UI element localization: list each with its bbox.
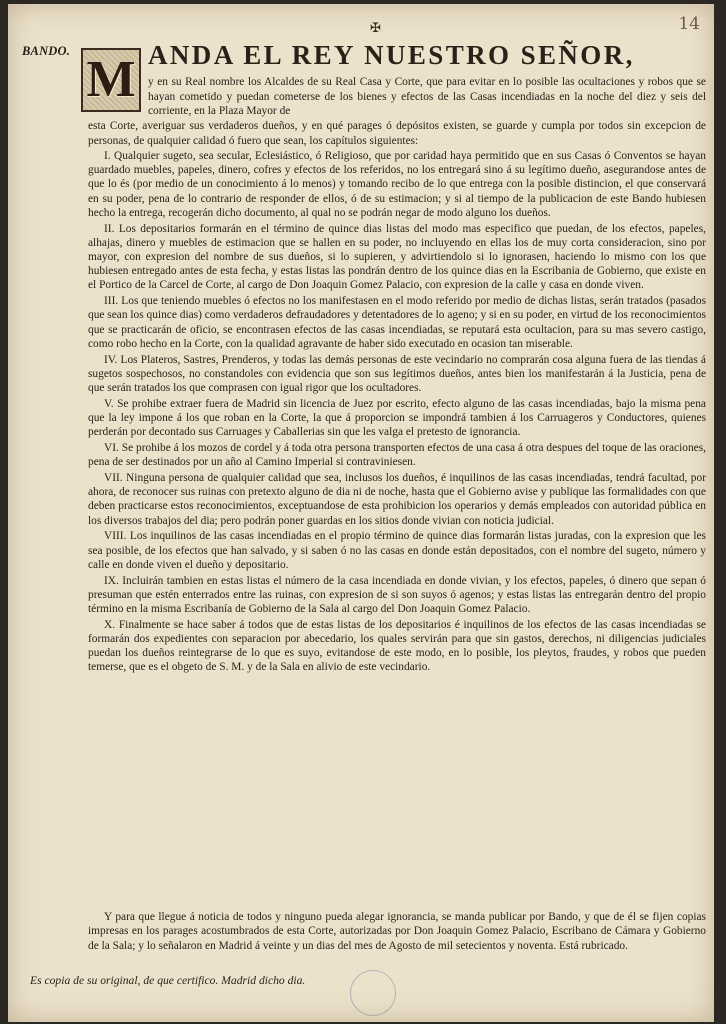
chapter-4: IV. Los Plateros, Sastres, Prenderos, y todas las demás personas de este vecindario no comprarán cosa alguna fuera de las tiendas á sugetos sospechosos, no constandoles con evidencia que son sus legítimos dueños, antes bien los manifestarán á la Justicia, pena de que serán tratados los que comprasen con igual rigor que los ocultadores. bbox=[88, 353, 706, 395]
chapters bbox=[88, 149, 706, 676]
cross-mark: ✠ bbox=[370, 20, 381, 35]
intro-continued: esta Corte, averiguar sus verdaderos dueños, y en qué parages ó depósitos existen, se guarde y cumpla por todos sin excepcion de personas, de qualquier calidad ó fuero que sean, los capítulos siguientes: bbox=[88, 120, 706, 147]
chapter-9: IX. Incluirán tambien en estas listas el número de la casa incendiada en donde vivian, y los efectos, papeles, ó dinero que sepan ó presuman que estén enterrados entre las ruinas, con expresion de si son suyos ó agenos; y estas listas las entregarán dentro del propio término en la misma Escribanía de Gobierno de la Sala al cargo del Don Joaquin Gomez Palacio. bbox=[88, 574, 706, 616]
headline: ANDA EL REY NUESTRO SEÑOR, bbox=[148, 40, 635, 70]
bando-label: BANDO. bbox=[22, 44, 71, 58]
closing-text: Y para que llegue á noticia de todos y ninguno pueda alegar ignorancia, se manda publicar por Bando, y que de él se fijen copias impresas en los parages acostumbrados de esta Corte, autorizadas por Don Joaquin Gomez Palacio, Escribano de Cámara y Gobierno de la Sala; y lo señalaron en Madrid á veinte y un dias del mes de Agosto de mil setecientos y noventa. Está rubricado. bbox=[88, 911, 706, 952]
archive-number: 14 bbox=[678, 14, 700, 34]
chapter-10: X. Finalmente se hace saber á todos que de estas listas de los depositarios é inquilinos de los efectos de las casas incendiadas se formarán dos expedientes con separacion por abecedario, los quales servirán para que sin gastos, derechos, ni diligencias judiciales puedan los dueños reintegrarse de lo que es suyo, evitandose de este modo, en lo posible, los pleytos, fraudes, y robos que pueden temerse, que es el obgeto de S. M. y de la Sala en alivio de este vecindario. bbox=[88, 618, 706, 674]
closing-paragraph bbox=[88, 910, 706, 953]
decorated-initial bbox=[81, 48, 141, 112]
chapter-7: VII. Ninguna persona de qualquier calidad que sea, inclusos los dueños, é inquilinos de las casas incendiadas, tendrá facultad, por ahora, de reconocer sus ruinas con pretexto alguno de dia ni de noche, hasta que el Gobierno avise y publique las formalidades con que deben practicarse estos reconocimientos, exceptuandose de esta prohibicion los operarios y demás empleados con autoridad pública en los diversos trabajos del dia; pero podrán poner guardas en los sitios donde vivian con noticia judicial. bbox=[88, 472, 706, 527]
intro-text: y en su Real nombre los Alcaldes de su Real Casa y Corte, que para evitar en lo posible las ocultaciones y robos que se hayan cometido y puedan cometerse de los bienes y efectos de las Casas incendiadas en la noche del diez y seis del corriente, en la Plaza Mayor de bbox=[148, 76, 706, 118]
chapter-8: VIII. Los inquilinos de las casas incendiadas en el propio término de quince dias formarán listas juradas, con la expresion que les sea posible, de los efectos que han salvado, y si saben ó no las casas en donde están depositados, con el nombre del sugeto, número y calle en donde viven el dueño y depositario. bbox=[88, 530, 706, 571]
initial-letter: M bbox=[86, 51, 136, 108]
chapter-6: VI. Se prohibe á los mozos de cordel y á toda otra persona transporten efectos de una casa á otra despues del toque de las oraciones, pena de ser destinados por un año al Camino Imperial si contraviniesen. bbox=[88, 442, 706, 469]
certification-line: Es copia de su original, de que certifico. Madrid dicho dia. bbox=[30, 974, 306, 987]
chapter-2: II. Los depositarios formarán en el término de quince dias listas del modo mas especifico que puedan, de los efectos, papeles, alhajas, dinero y muebles de estimacion que se hallen en su poder, no incluyendo en ellas los de muy corta consideracion, sino por mayor, con expresion del nombre de sus dueños, si lo supieren, y advirtiendolo si lo ignorasen, haciendo lo mismo con los que hubiesen entregado antes de esta fecha, y estas listas las pondrán dentro de los quince dias en la Escribania de Gobierno, que existe en el Portico de la Carcel de Corte, al cargo de Don Joaquin Gomez Palacio, con expresion de la calle y casa en donde viven. bbox=[88, 222, 706, 292]
ink-stamp bbox=[350, 970, 396, 1016]
chapter-1: I. Qualquier sugeto, sea secular, Eclesiástico, ó Religioso, que por caridad haya permitido que en sus Casas ó Conventos se hayan guardado muebles, papeles, dinero, cofres y efectos de los referidos, no los entregará sino á su legítimo dueño, asegurandose antes de que lo és (por medio de un conocimiento á lo menos) y tomando recibo de lo que entrega con la posible distincion, el que conservará en su poder, pena de lo contrario de responder de ellos, ó de su estimacion; y si al tiempo de la publicacion de este Bando hubiesen hecho la entrega, recogerán dicho documento, al qual no se podrán negar de modo alguno los dueños. bbox=[88, 150, 706, 219]
document-sheet bbox=[8, 4, 714, 1022]
chapter-5: V. Se prohibe extraer fuera de Madrid sin licencia de Juez por escrito, efecto alguno de las casas incendiadas, bajo la misma pena que la ley impone á los que roban en la Corte, la que á proporcion se impondrá tambien á los Carruageros y Conductores, quienes perderán por decontado sus Carruages y Caballerias sin que les valga el pretesto de ignorancia. bbox=[88, 397, 706, 439]
chapter-3: III. Los que teniendo muebles ó efectos no los manifestasen en el modo referido por medio de dichas listas, serán tratados (pasados que sean los quince dias) como verdaderos defraudadores y detentadores de lo ageno; y si en su poder, en virtud de los reconocimientos que se practicarán de oficio, se encontrasen efectos de las casas incendiadas, se reputará esta ocultacion, para su mas severo castigo, como robo hecho en la Corte, con la qualidad agravante de haber sido executado en ocasion tan miserable. bbox=[88, 295, 706, 350]
